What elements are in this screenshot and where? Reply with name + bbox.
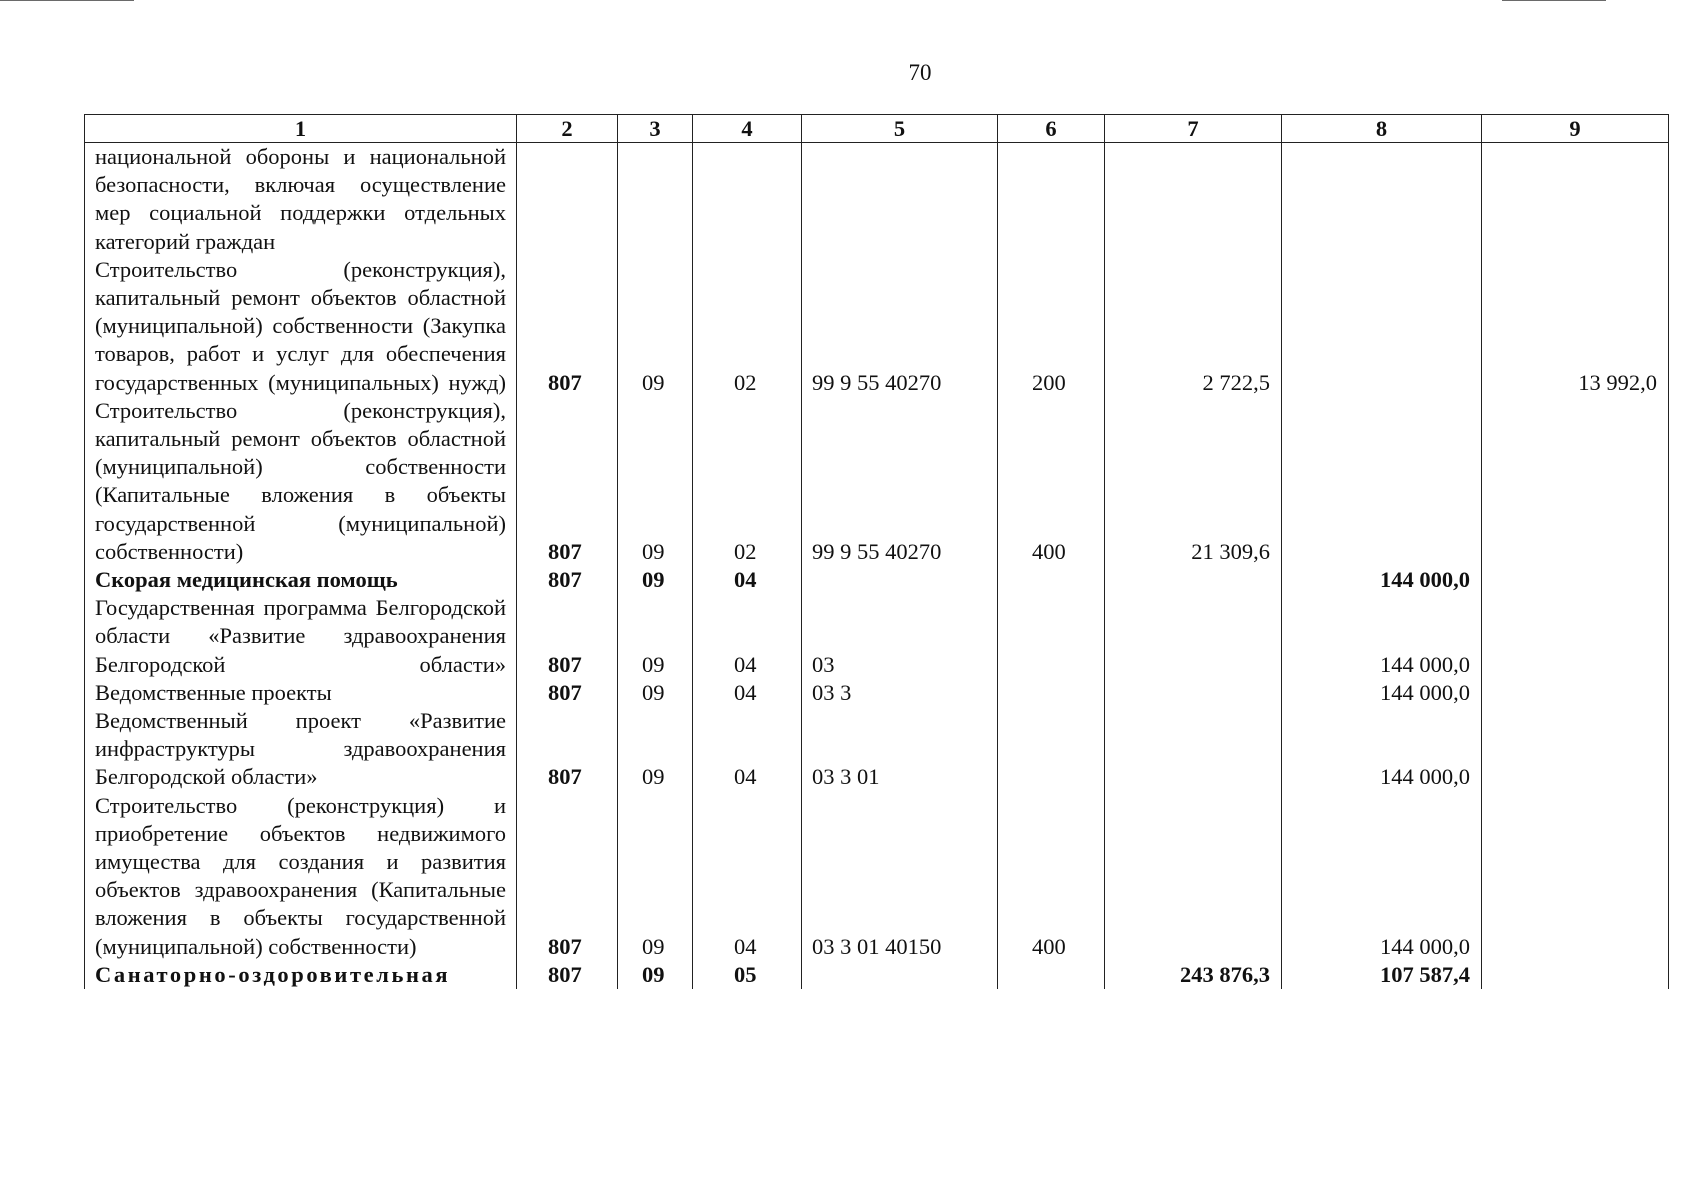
table-row — [85, 679, 1669, 707]
cell-col-9 — [1482, 594, 1669, 679]
cell-col-4: 04 — [693, 707, 802, 792]
cell-col-7: 243 876,3 — [1105, 961, 1282, 989]
cell-col-5: 99 9 55 40270 — [802, 256, 998, 397]
cell-col-8: 144 000,0 — [1282, 566, 1482, 594]
cell-col-8 — [1282, 143, 1482, 256]
header-col-4: 4 — [693, 115, 802, 143]
row-name-cell: национальной обороны и национальной безопасности, включая осуществление мер социальной поддержки отдельных категорий граждан — [85, 143, 517, 256]
cell-col-3: 09 — [618, 961, 693, 989]
cell-col-7 — [1105, 594, 1282, 679]
cell-col-3: 09 — [618, 594, 693, 679]
cell-col-7 — [1105, 566, 1282, 594]
row-name-cell: Государственная программа Белгородской области «Развитие здравоохранения Белгородской области» — [85, 594, 517, 679]
cell-col-5 — [802, 961, 998, 989]
cell-col-6 — [998, 143, 1105, 256]
cell-col-4: 05 — [693, 961, 802, 989]
cell-col-5 — [802, 143, 998, 256]
cell-col-5: 03 — [802, 594, 998, 679]
row-name-cell: Ведомственные проекты — [85, 679, 517, 707]
cell-col-7 — [1105, 707, 1282, 792]
cell-col-8 — [1282, 256, 1482, 397]
cell-col-9 — [1482, 143, 1669, 256]
cell-col-8 — [1282, 397, 1482, 566]
cell-col-2: 807 — [517, 961, 618, 989]
cell-col-4: 04 — [693, 566, 802, 594]
cell-col-2: 807 — [517, 707, 618, 792]
cell-col-2: 807 — [517, 792, 618, 961]
cell-col-3: 09 — [618, 679, 693, 707]
cell-col-9 — [1482, 707, 1669, 792]
cell-col-9 — [1482, 397, 1669, 566]
cell-col-4 — [693, 143, 802, 256]
cell-col-4: 04 — [693, 679, 802, 707]
cell-col-2: 807 — [517, 256, 618, 397]
cell-col-6: 400 — [998, 397, 1105, 566]
cell-col-3: 09 — [618, 566, 693, 594]
cell-col-7 — [1105, 679, 1282, 707]
cell-col-6 — [998, 679, 1105, 707]
cell-col-9 — [1482, 961, 1669, 989]
cell-col-8: 144 000,0 — [1282, 594, 1482, 679]
header-col-9: 9 — [1482, 115, 1669, 143]
cell-col-7: 21 309,6 — [1105, 397, 1282, 566]
cell-col-2: 807 — [517, 679, 618, 707]
cell-col-8: 144 000,0 — [1282, 707, 1482, 792]
row-name-cell: Строительство (реконструкция) и приобретение объектов недвижимого имущества для создания и развития объектов здравоохранения (Капитальные вложения в объекты государственной (муниципальной) собственности) — [85, 792, 517, 961]
cell-col-4: 04 — [693, 792, 802, 961]
row-name-cell: Строительство (реконструкция), капитальный ремонт объектов областной (муниципальной) собственности (Капитальные вложения в объекты государственной (муниципальной) собственности) — [85, 397, 517, 566]
row-name-cell: Санаторно-оздоровительная — [85, 961, 517, 989]
cell-col-6 — [998, 961, 1105, 989]
table-row — [85, 566, 1669, 594]
header-row — [85, 115, 1669, 143]
cell-col-6: 200 — [998, 256, 1105, 397]
table-row — [85, 256, 1669, 397]
cell-col-7: 2 722,5 — [1105, 256, 1282, 397]
cell-col-8: 144 000,0 — [1282, 792, 1482, 961]
cell-col-5: 03 3 01 — [802, 707, 998, 792]
cell-col-6 — [998, 566, 1105, 594]
header-col-2: 2 — [517, 115, 618, 143]
budget-table — [84, 114, 1669, 989]
table-row — [85, 961, 1669, 989]
header-col-3: 3 — [618, 115, 693, 143]
cell-col-3: 09 — [618, 707, 693, 792]
cell-col-5: 03 3 01 40150 — [802, 792, 998, 961]
cell-col-9 — [1482, 566, 1669, 594]
row-name-cell: Ведомственный проект «Развитие инфраструктуры здравоохранения Белгородской области» — [85, 707, 517, 792]
cell-col-3: 09 — [618, 792, 693, 961]
cell-col-7 — [1105, 792, 1282, 961]
cell-col-7 — [1105, 143, 1282, 256]
cell-col-3 — [618, 143, 693, 256]
cell-col-2: 807 — [517, 397, 618, 566]
table-row — [85, 594, 1669, 679]
table-row — [85, 143, 1669, 256]
cell-col-2 — [517, 143, 618, 256]
cell-col-2: 807 — [517, 594, 618, 679]
cell-col-6: 400 — [998, 792, 1105, 961]
cell-col-5: 03 3 — [802, 679, 998, 707]
cell-col-8: 107 587,4 — [1282, 961, 1482, 989]
header-col-8: 8 — [1282, 115, 1482, 143]
cell-col-8: 144 000,0 — [1282, 679, 1482, 707]
cell-col-4: 02 — [693, 256, 802, 397]
top-right-edge-line — [1502, 0, 1606, 1]
cell-col-4: 02 — [693, 397, 802, 566]
header-col-1: 1 — [85, 115, 517, 143]
cell-col-2: 807 — [517, 566, 618, 594]
header-col-7: 7 — [1105, 115, 1282, 143]
cell-col-9: 13 992,0 — [1482, 256, 1669, 397]
cell-col-5: 99 9 55 40270 — [802, 397, 998, 566]
table-row — [85, 792, 1669, 961]
cell-col-3: 09 — [618, 256, 693, 397]
cell-col-6 — [998, 707, 1105, 792]
row-name-cell: Скорая медицинская помощь — [85, 566, 517, 594]
table-row — [85, 397, 1669, 566]
header-col-6: 6 — [998, 115, 1105, 143]
cell-col-9 — [1482, 679, 1669, 707]
page-number: 70 — [908, 60, 932, 85]
cell-col-3: 09 — [618, 397, 693, 566]
cell-col-6 — [998, 594, 1105, 679]
cell-col-9 — [1482, 792, 1669, 961]
row-name-cell: Строительство (реконструкция), капитальный ремонт объектов областной (муниципальной) собственности (Закупка товаров, работ и услуг для обеспечения государственных (муниципальных) нужд) — [85, 256, 517, 397]
table-row — [85, 707, 1669, 792]
header-col-5: 5 — [802, 115, 998, 143]
cell-col-4: 04 — [693, 594, 802, 679]
top-left-edge-line — [0, 0, 134, 1]
cell-col-5 — [802, 566, 998, 594]
